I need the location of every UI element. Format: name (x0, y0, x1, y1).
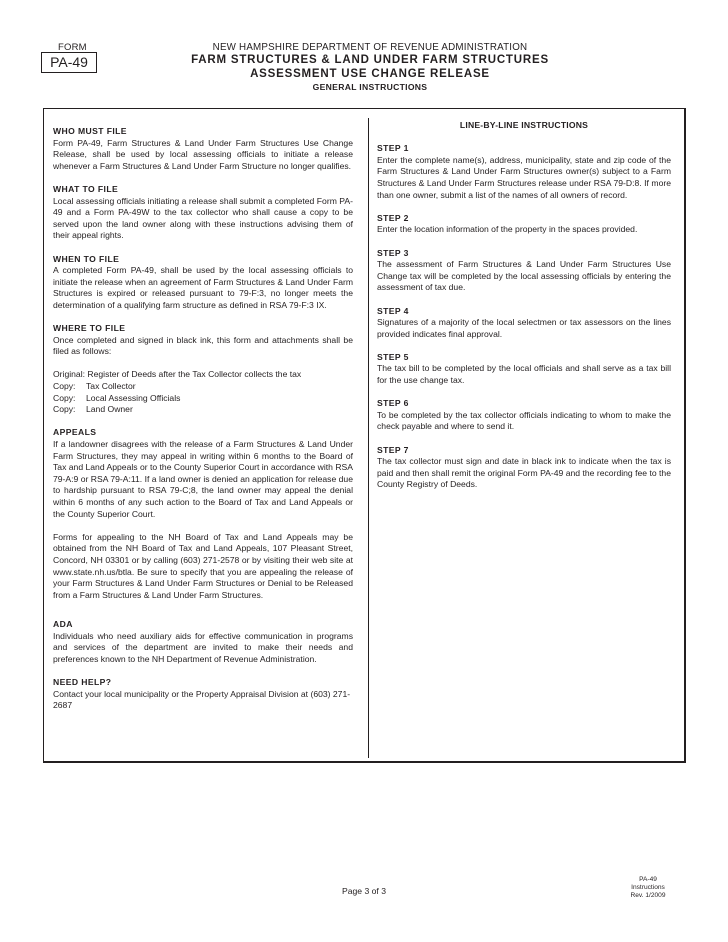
step-1-text: Enter the complete name(s), address, municipality, state and zip code of the Farm Structures & Land Under Farm Structures owner(s) subject to a Farm Structures & Land Under Farm Structures release under RSA 79-D:8. If more than one owner, submit a list of the names of all owners of record. (377, 154, 671, 200)
step-3-heading: STEP 3 (377, 247, 409, 258)
when-to-file-heading: WHEN TO FILE (53, 253, 120, 264)
distribution-copy-tax-collector (53, 381, 353, 393)
where-to-file-text: Once completed and signed in black ink, this form and attachments shall be filed as follows: (53, 334, 353, 357)
distribution-label: Copy: (53, 392, 76, 403)
distribution-label: Original: (53, 369, 85, 380)
step-2-heading: STEP 2 (377, 212, 409, 223)
ada-heading: ADA (53, 618, 73, 629)
form-label: FORM (58, 42, 87, 53)
line-by-line-heading: LINE-BY-LINE INSTRUCTIONS (459, 120, 589, 130)
general-instructions-column (53, 120, 353, 712)
need-help-heading: NEED HELP? (53, 676, 112, 687)
distribution-copy-assessing (53, 393, 353, 405)
distribution-value: Land Owner (86, 404, 133, 415)
distribution-value: Register of Deeds after the Tax Collector collects the tax (87, 369, 302, 380)
step-3-text: The assessment of Farm Structures & Land Under Farm Structures Use Change tax will be completed by the local assessing officials by entering the assessment of tax due. (377, 259, 671, 293)
distribution-label: Copy: (53, 381, 76, 392)
footer-form-id: PA-49 (639, 876, 657, 883)
page-number: Page 3 of 3 (342, 886, 386, 896)
footer-revision: Rev. 1/2009 (630, 891, 666, 899)
footer-doc-type: Instructions (631, 883, 665, 891)
step-5-text: The tax bill to be completed by the local officials and shall serve as a tax bill for the use change tax. (377, 363, 671, 386)
form-title-line1: FARM STRUCTURES & LAND UNDER FARM STRUCTURES (191, 54, 549, 66)
ada-text: Individuals who need auxiliary aids for effective communication in programs and services of the department are invited to make their needs and preferences known to the NH Department of Revenue Administration. (53, 630, 353, 664)
distribution-value: Local Assessing Officials (86, 392, 181, 403)
who-must-file-heading: WHO MUST FILE (53, 126, 127, 136)
what-to-file-text: Local assessing officials initiating a release shall submit a completed Form PA-49 and a Form PA-49W to the tax collector who shall cause a copy to be served upon the land owner along with these instructions advising them of their appeal rights. (53, 195, 353, 241)
step-2-text: Enter the location information of the property in the spaces provided. (377, 224, 638, 235)
column-divider (368, 118, 369, 758)
department-name: NEW HAMPSHIRE DEPARTMENT OF REVENUE ADMINISTRATION (212, 42, 528, 53)
form-title-line2: ASSESSMENT USE CHANGE RELEASE (250, 68, 490, 80)
form-subtitle: GENERAL INSTRUCTIONS (312, 82, 428, 92)
distribution-value: Tax Collector (86, 381, 136, 392)
step-4-text: Signatures of a majority of the local selectmen or tax assessors on the lines provided indicates final approval. (377, 317, 671, 339)
when-to-file-text: A completed Form PA-49, shall be used by the local assessing officials to initiate the release when an agreement of Farm Structures & Land Under Farm Structures is expired or released pursuant to 79-F:3, no longer meets the determination of a qualifying farm structure as defined in RSA 79-F:3 IX. (53, 265, 353, 310)
form-number-box: PA-49 (41, 52, 97, 73)
step-5-heading: STEP 5 (377, 351, 409, 362)
step-7-text: The tax collector must sign and date in black ink to indicate when the tax is paid and then shall remit the original Form PA-49 and the recording fee to the County Registry of Deeds. (377, 456, 671, 490)
what-to-file-heading: WHAT TO FILE (53, 183, 119, 194)
distribution-original (53, 369, 353, 381)
step-6-text: To be completed by the tax collector officials indicating to whom to make the check payable and where to send it. (377, 409, 671, 432)
appeals-heading: APPEALS (53, 427, 97, 438)
where-to-file-heading: WHERE TO FILE (53, 323, 126, 334)
need-help-text: Contact your local municipality or the Property Appraisal Division at (603) 271-2687 (53, 688, 351, 711)
distribution-copy-land-owner (53, 404, 353, 416)
step-6-heading: STEP 6 (377, 398, 409, 409)
line-by-line-column (377, 120, 671, 491)
distribution-label: Copy: (53, 404, 76, 415)
who-must-file-text: Form PA-49, Farm Structures & Land Under Farm Structures Use Change Release, shall be used by local assessing officials to initiate a release whenever a Farm Structures & Land Under Farm Structure no longer qualifies. (53, 137, 353, 171)
step-1-heading: STEP 1 (377, 143, 409, 154)
footer-form-info (618, 876, 678, 899)
step-4-heading: STEP 4 (377, 305, 409, 316)
appeals-forms-text: Forms for appealing to the NH Board of Tax and Land Appeals may be obtained from the NH Board of Tax and Land Appeals, 107 Pleasant Street, Concord, NH 03301 or by calling (603) 271-2578 or by visiting their web site at www.state.nh.us/btla. Be sure to specify that you are appealing the release of your Farm Structures & Land Under Farm Structures or Denial to be Released from a Farm Structures & Land Under Farm Structures. (53, 531, 353, 600)
appeals-text: If a landowner disagrees with the release of a Farm Structures & Land Under Farm Structures, they may appeal in writing within 6 months to the Board of Tax and Land Appeals or to the County Superior Court in accordance with RSA 79-A:9 or RSA 79-A:11. If a land owner is denied an application for release due to hardship pursuant to RSA 79-C;8, the land owner may appeal the denial within 6 months of any such action to the Board of Tax and Land Appeals or the County Superior Court. (53, 439, 353, 519)
step-7-heading: STEP 7 (377, 444, 409, 455)
